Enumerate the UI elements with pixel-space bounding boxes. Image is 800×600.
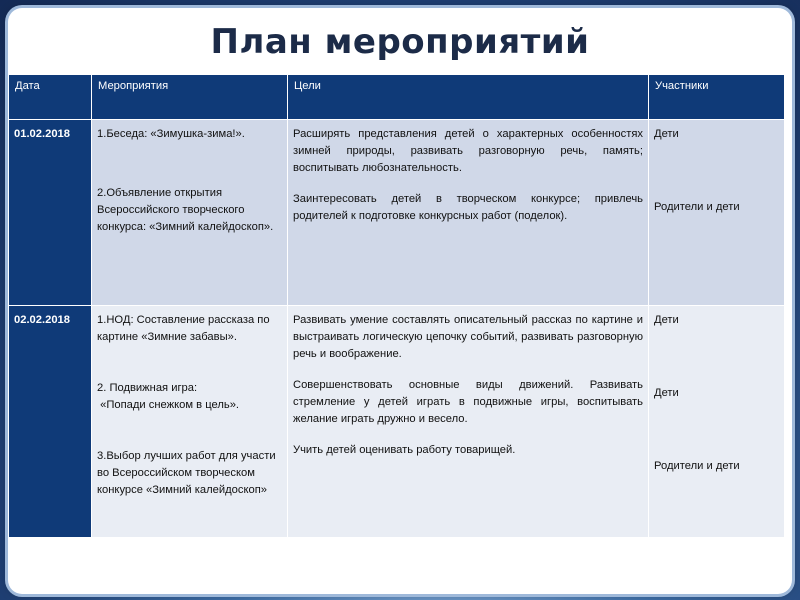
event-item: 2. Подвижная игра: [97, 382, 198, 394]
date-cell: 01.02.2018 [9, 120, 92, 306]
participants-cell [649, 120, 785, 306]
event-item: 3.Выбор лучших работ для участи во Всероссийском творческом конкурсе «Зимний калейдоскоп» [97, 450, 276, 496]
goal-item: Совершенствовать основные виды движений. Развивать стремление у детей играть в подвижные игры, воспитывать желание играть дружно и весело. [293, 379, 643, 425]
participants-cell [649, 306, 785, 538]
event-item: «Попади снежком в цель». [97, 399, 240, 411]
column-header-date: Дата [9, 75, 92, 120]
event-item: 1.Беседа: «Зимушка-зима!». [97, 128, 245, 140]
plan-table [8, 74, 785, 538]
participant-item: Дети [654, 128, 679, 140]
participant-item: Родители и дети [654, 460, 740, 472]
goals-cell [288, 306, 649, 538]
event-item: 2.Объявление открытия Всероссийского творческого конкурса: «Зимний калейдоскоп». [97, 187, 274, 233]
date-cell: 02.02.2018 [9, 306, 92, 538]
goal-item: Развивать умение составлять описательный рассказ по картине и выстраивать логическую цепочку событий, развивать разговорную речь и воображение. [293, 314, 643, 360]
goal-item: Расширять представления детей о характерных особенностях зимней природы, развивать разговорную речь, память; воспитывать любознательность. [293, 128, 643, 174]
participant-item: Дети [654, 387, 679, 399]
column-header-participants: Участники [649, 75, 785, 120]
participant-item: Родители и дети [654, 201, 740, 213]
events-cell [92, 120, 288, 306]
events-cell [92, 306, 288, 538]
event-item: 1.НОД: Составление рассказа по картине «Зимние забавы». [97, 314, 270, 343]
column-header-goals: Цели [288, 75, 649, 120]
goal-item: Учить детей оценивать работу товарищей. [293, 444, 516, 456]
goal-item: Заинтересовать детей в творческом конкурсе; привлечь родителей к подготовке конкурсных работ (поделок). [293, 193, 643, 222]
column-header-events: Мероприятия [92, 75, 288, 120]
table-header-row [9, 75, 785, 120]
participant-item: Дети [654, 314, 679, 326]
table-row [9, 120, 785, 306]
table-row [9, 306, 785, 538]
page-title: План мероприятий [210, 22, 590, 62]
slide-panel [8, 8, 792, 594]
goals-cell [288, 120, 649, 306]
